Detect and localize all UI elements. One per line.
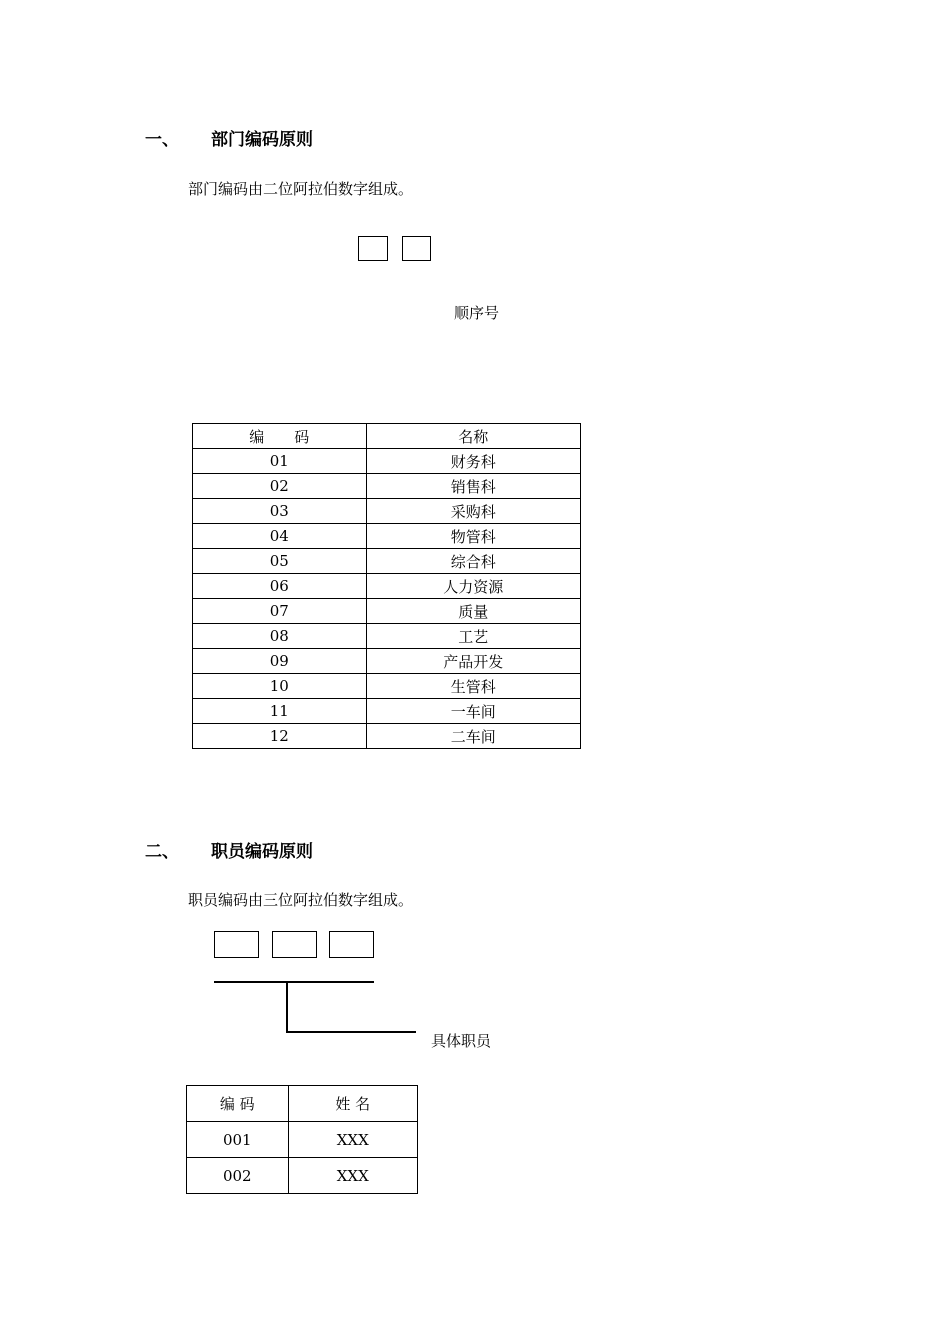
employee-digit-box-2: [272, 931, 317, 958]
code-cell: 02: [193, 474, 367, 499]
table-row: [193, 649, 581, 674]
section1-diagram-label: 顺序号: [454, 304, 500, 322]
table-header-cell: 名称: [366, 424, 580, 449]
code-cell: 08: [193, 624, 367, 649]
table-header-row: [187, 1086, 418, 1122]
department-code-table: [192, 423, 581, 749]
code-cell: 04: [193, 524, 367, 549]
code-cell: 12: [193, 724, 367, 749]
table-row: [193, 574, 581, 599]
code-cell: 07: [193, 599, 367, 624]
code-cell: 10: [193, 674, 367, 699]
table-row: [193, 549, 581, 574]
code-cell: 03: [193, 499, 367, 524]
name-cell: XXX: [288, 1158, 417, 1194]
table-row: [193, 724, 581, 749]
table-row: [193, 524, 581, 549]
section2-number: 二、: [145, 842, 179, 862]
code-cell: 05: [193, 549, 367, 574]
name-cell: 工艺: [366, 624, 580, 649]
section2-description: 职员编码由三位阿拉伯数字组成。: [188, 891, 414, 909]
table-row: [193, 624, 581, 649]
name-cell: 一车间: [366, 699, 580, 724]
table-row: [193, 674, 581, 699]
code-cell: 001: [187, 1122, 289, 1158]
table-header-row: [193, 424, 581, 449]
section1-number: 一、: [145, 130, 179, 150]
table-row: [187, 1122, 418, 1158]
name-cell: 产品开发: [366, 649, 580, 674]
table-row: [193, 474, 581, 499]
section1-title: 部门编码原则: [211, 130, 313, 150]
code-cell: 11: [193, 699, 367, 724]
name-cell: 二车间: [366, 724, 580, 749]
code-digit-box-1: [358, 236, 388, 261]
connector-vertical-line: [286, 982, 288, 1033]
name-cell: 质量: [366, 599, 580, 624]
employee-code-table: [186, 1085, 418, 1194]
table-row: [193, 599, 581, 624]
name-cell: 人力资源: [366, 574, 580, 599]
employee-digit-box-1: [214, 931, 259, 958]
table-row: [193, 449, 581, 474]
section2-title: 职员编码原则: [211, 842, 313, 862]
employee-digit-box-3: [329, 931, 374, 958]
code-digit-box-2: [402, 236, 431, 261]
name-cell: 综合科: [366, 549, 580, 574]
section1-description: 部门编码由二位阿拉伯数字组成。: [188, 180, 414, 198]
connector-horizontal-line: [286, 1031, 416, 1033]
bracket-line: [214, 981, 374, 983]
code-cell: 06: [193, 574, 367, 599]
name-cell: XXX: [288, 1122, 417, 1158]
table-row: [193, 699, 581, 724]
name-cell: 生管科: [366, 674, 580, 699]
code-cell: 01: [193, 449, 367, 474]
name-cell: 采购科: [366, 499, 580, 524]
table-header-cell: 编 码: [193, 424, 367, 449]
name-cell: 财务科: [366, 449, 580, 474]
table-row: [187, 1158, 418, 1194]
section2-diagram-label: 具体职员: [431, 1032, 492, 1050]
table-header-cell: 姓 名: [288, 1086, 417, 1122]
code-cell: 09: [193, 649, 367, 674]
name-cell: 销售科: [366, 474, 580, 499]
table-row: [193, 499, 581, 524]
name-cell: 物管科: [366, 524, 580, 549]
table-header-cell: 编 码: [187, 1086, 289, 1122]
code-cell: 002: [187, 1158, 289, 1194]
